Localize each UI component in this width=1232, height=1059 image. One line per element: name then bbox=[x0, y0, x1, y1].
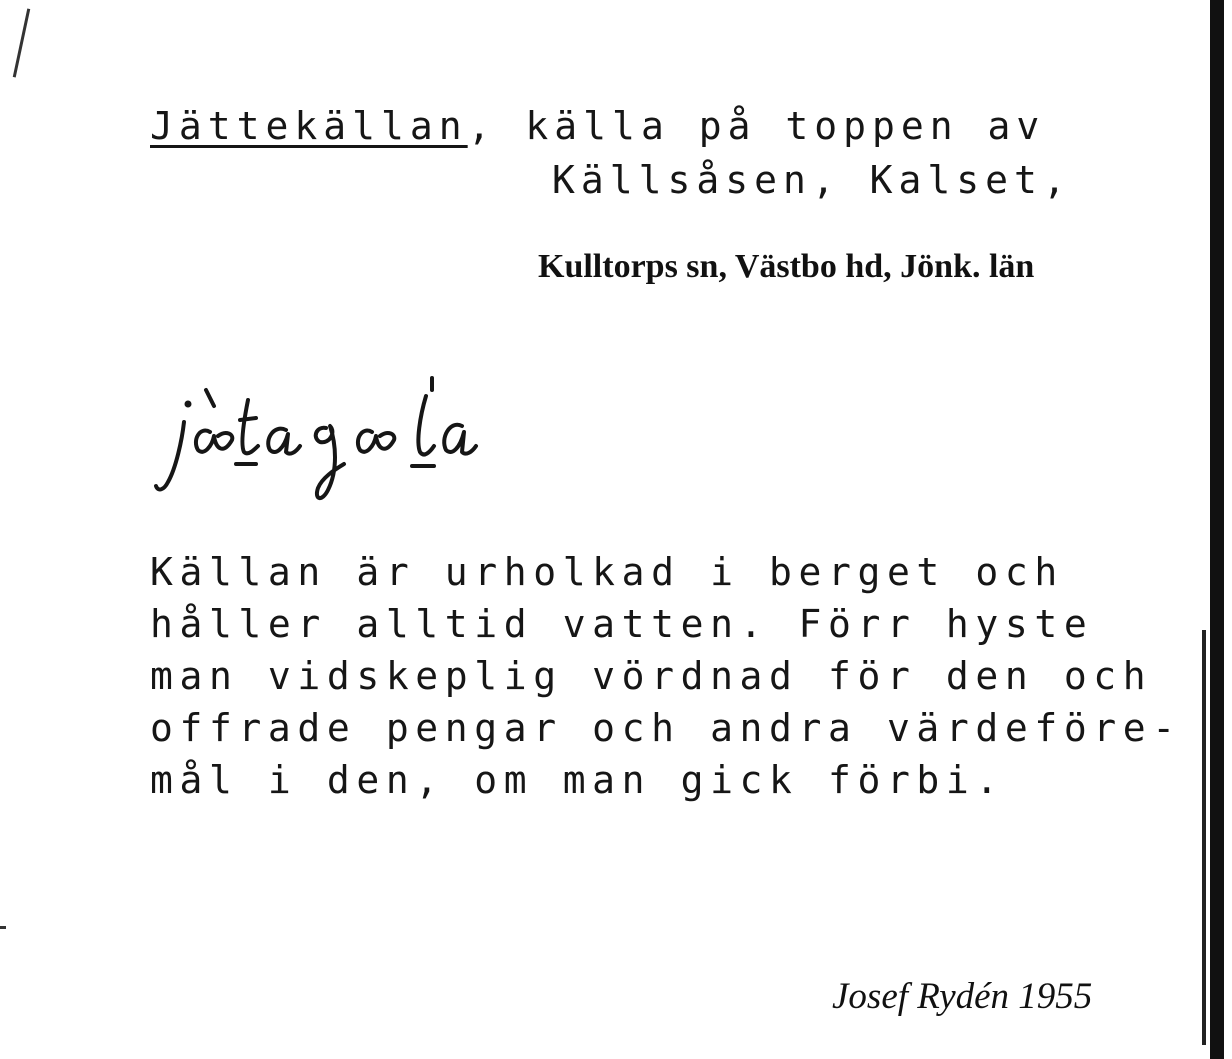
heading-line-1 bbox=[150, 104, 1045, 148]
description-line: håller alltid vatten. Förr hyste bbox=[150, 602, 1094, 646]
description-line: offrade pengar och andra värdeföre- bbox=[150, 706, 1182, 750]
description-line: mål i den, om man gick förbi. bbox=[150, 758, 1005, 802]
phonetic-transcription-handwriting bbox=[140, 360, 560, 520]
scan-mark bbox=[0, 926, 6, 929]
description-text bbox=[150, 546, 1182, 806]
location-line: Kulltorps sn, Västbo hd, Jönk. län bbox=[538, 248, 1035, 285]
scan-edge bbox=[1210, 0, 1224, 1059]
description-line: Källan är urholkad i berget och bbox=[150, 550, 1064, 594]
recorder-signature: Josef Rydén 1955 bbox=[832, 976, 1093, 1017]
place-name: Jättekällan bbox=[150, 104, 468, 148]
heading-line-2: Källsåsen, Kalset, bbox=[552, 158, 1072, 202]
scan-edge-thin bbox=[1202, 630, 1206, 1045]
description-line: man vidskeplig vördnad för den och bbox=[150, 654, 1153, 698]
heading-line-1-rest: , källa på toppen av bbox=[467, 104, 1046, 148]
scan-mark bbox=[13, 8, 30, 77]
phonetic-transcription: jætagæla bbox=[140, 510, 145, 511]
